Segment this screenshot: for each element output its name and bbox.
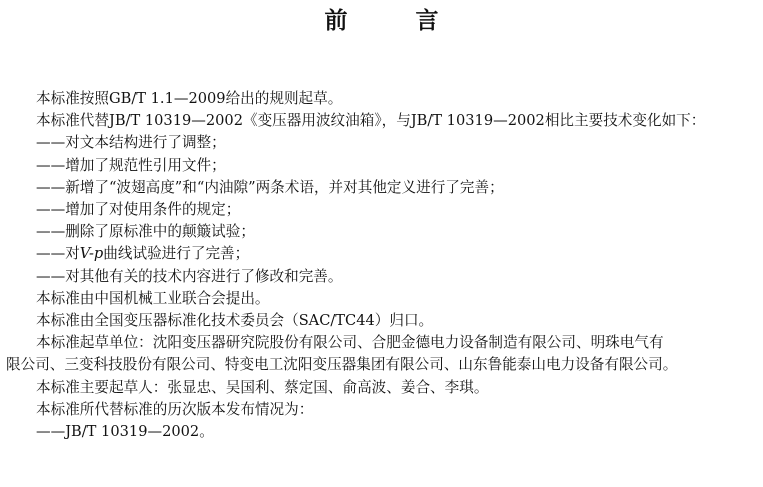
change-item-vp-curve [6,243,759,265]
page-title: 前 言 [324,8,469,34]
paragraph-drafting-units [6,332,759,376]
paragraph-replacement: 本标准代替JB/T 10319—2002《变压器用波纹油箱》，与JB/T 10319—2002相比主要技术变化如下： [36,112,706,130]
change-item-vp-suffix: 曲线试验进行了完善； [103,245,250,263]
paragraph-drafters: 本标准主要起草人：张显忠、吴国利、蔡定国、俞高波、姜合、李琪。 [36,378,489,396]
history-item: ——JB/T 10319—2002。 [36,423,214,441]
vp-symbol: V-p [79,245,104,263]
change-item-structure: ——对文本结构进行了调整； [36,134,226,152]
paragraph-committee: 本标准由全国变压器标准化技术委员会（SAC/TC44）归口。 [36,312,434,330]
change-item-bump-test: ——删除了原标准中的颠簸试验； [36,223,255,241]
paragraph-history: 本标准所代替标准的历次版本发布情况为： [36,400,314,418]
paragraph-drafting-rules: 本标准按照GB/T 1.1—2009给出的规则起草。 [36,90,343,107]
change-item-terms: ——新增了“波翅高度”和“内油隙”两条术语，并对其他定义进行了完善； [36,178,504,196]
drafting-units-line-2: 限公司、三变科技股份有限公司、特变电工沈阳变压器集团有限公司、山东鲁能泰山电力设备有限公司。 [6,356,678,374]
change-item-vp-prefix: ——对 [36,245,80,263]
paragraph-proposer: 本标准由中国机械工业联合会提出。 [36,289,270,307]
foreword-body [6,88,759,443]
change-item-conditions: ——增加了对使用条件的规定； [36,201,241,219]
change-item-other: ——对其他有关的技术内容进行了修改和完善。 [36,267,343,285]
change-item-references: ——增加了规范性引用文件； [36,156,226,174]
drafting-units-line-1: 本标准起草单位：沈阳变压器研究院股份有限公司、合肥金德电力设备制造有限公司、明珠电气有 [36,334,664,352]
